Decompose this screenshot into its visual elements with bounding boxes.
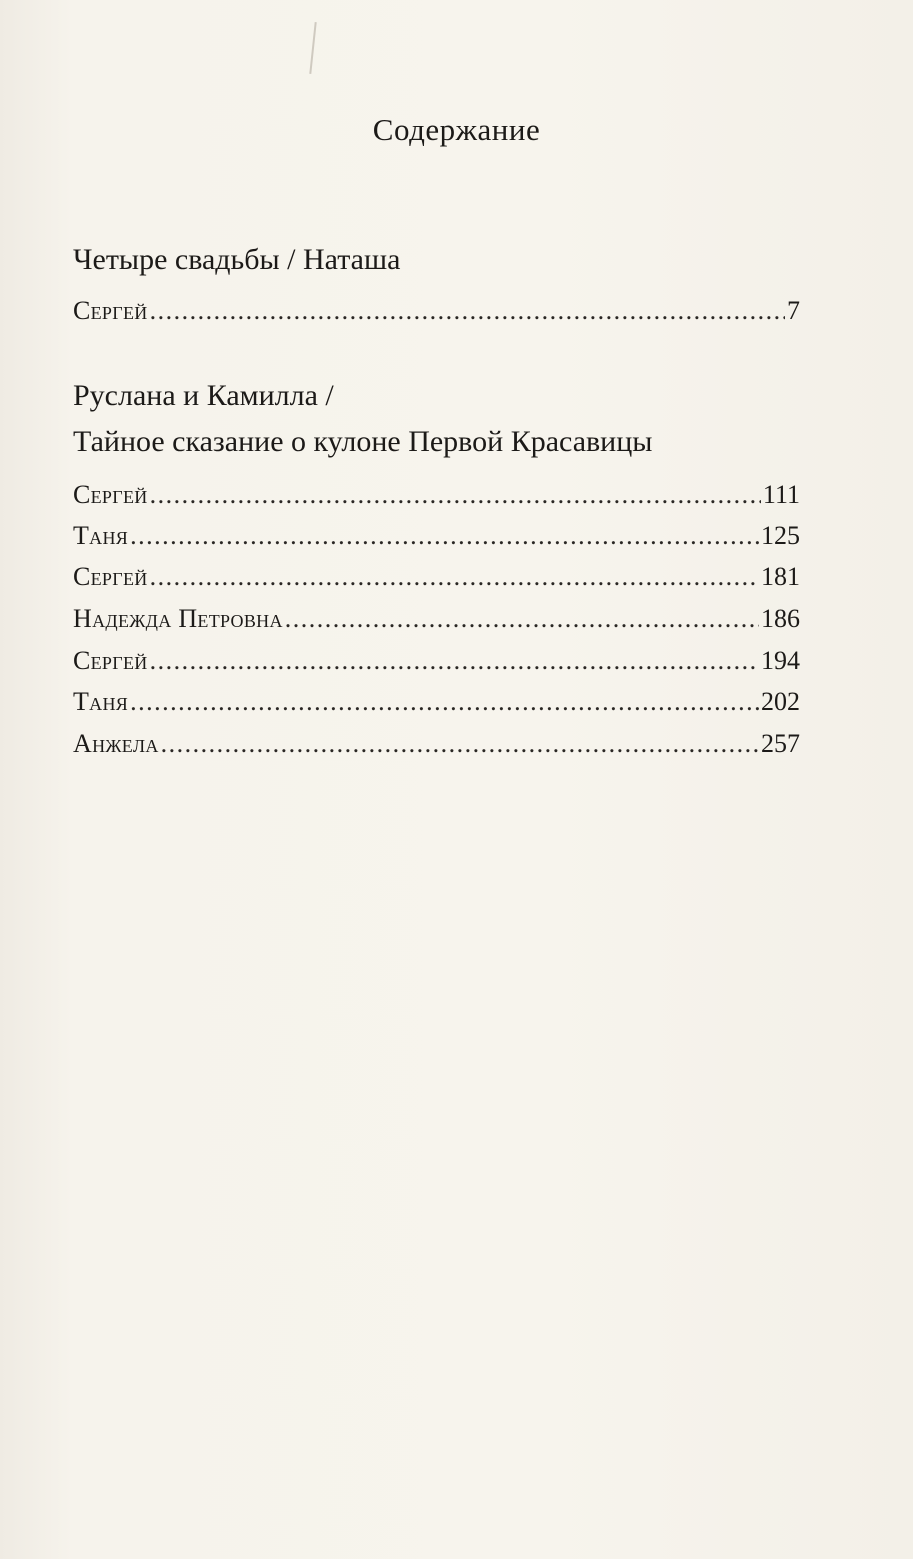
toc-entry-name: Таня — [73, 687, 129, 716]
section-title-1: Четыре свадьбы / Наташа — [73, 243, 401, 276]
toc-entry[interactable] — [73, 480, 800, 520]
toc-entry[interactable] — [73, 562, 800, 602]
section-title-2-line-2: Тайное сказание о кулоне Первой Красавицы — [73, 425, 653, 458]
toc-entry-page: 186 — [761, 604, 800, 633]
toc-entry-name: Таня — [73, 521, 129, 550]
toc-entry-name: Сергей — [73, 646, 148, 675]
toc-entry-name: Анжела — [73, 729, 159, 758]
dot-leader — [130, 521, 759, 551]
print-mark — [309, 22, 316, 74]
toc-entry[interactable] — [73, 729, 800, 769]
toc-heading: Содержание — [372, 112, 541, 147]
toc-entry-name: Сергей — [73, 562, 148, 591]
toc-entry-page: 194 — [761, 646, 800, 675]
toc-entry-page: 257 — [761, 729, 800, 758]
toc-entry[interactable] — [73, 521, 800, 561]
dot-leader — [150, 562, 759, 592]
dot-leader — [130, 687, 759, 717]
dot-leader — [150, 646, 759, 676]
dot-leader — [150, 480, 761, 510]
dot-leader — [285, 604, 759, 634]
toc-entry-name: Сергей — [73, 296, 148, 325]
toc-entry[interactable] — [73, 687, 800, 727]
toc-entry-page: 111 — [762, 480, 800, 509]
toc-entry[interactable] — [73, 646, 800, 686]
toc-entry-name: Надежда Петровна — [73, 604, 283, 633]
toc-entry-page: 125 — [761, 521, 800, 550]
toc-entry-page: 202 — [761, 687, 800, 716]
section-title-2-line-1: Руслана и Камилла / — [73, 379, 334, 412]
toc-entry[interactable] — [73, 604, 800, 644]
dot-leader — [161, 729, 759, 759]
toc-entry-page: 7 — [787, 296, 800, 325]
toc-entry[interactable] — [73, 296, 800, 336]
dot-leader — [150, 296, 785, 326]
toc-entry-page: 181 — [761, 562, 800, 591]
toc-entry-name: Сергей — [73, 480, 148, 509]
